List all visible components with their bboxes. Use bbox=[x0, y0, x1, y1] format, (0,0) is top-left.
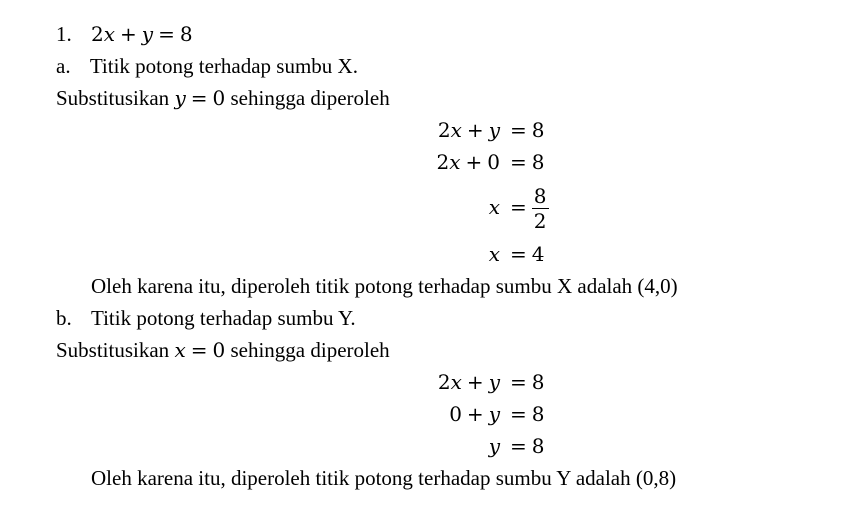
part-a-heading bbox=[56, 53, 358, 79]
part-b-heading bbox=[56, 305, 356, 331]
step-lhs: 2x + 0 bbox=[436, 150, 500, 174]
problem-equation: 2x + y = 8 bbox=[91, 22, 193, 46]
step-lhs: 2x + y bbox=[437, 118, 500, 142]
part-b-label: b. bbox=[56, 306, 72, 330]
step-lhs: 0 + y bbox=[449, 402, 500, 426]
part-b-substitution: Substitusikan x = 0 sehingga diperoleh bbox=[56, 338, 390, 362]
fraction: $\frac{8}{2}$ bbox=[533, 184, 547, 233]
step-lhs: y bbox=[488, 434, 500, 458]
part-a-title: Titik potong terhadap sumbu X. bbox=[89, 54, 358, 78]
step-lhs: x bbox=[488, 242, 500, 266]
step-lhs: x bbox=[488, 195, 500, 219]
part-a-conclusion: Oleh karena itu, diperoleh titik potong terhadap sumbu X adalah (4,0) bbox=[91, 274, 678, 298]
part-a-substitution: Substitusikan y = 0 sehingga diperoleh bbox=[56, 86, 390, 110]
part-b-title: Titik potong terhadap sumbu Y. bbox=[91, 306, 356, 330]
problem-number: 1. bbox=[56, 22, 72, 46]
problem-line bbox=[56, 21, 193, 47]
part-b-conclusion: Oleh karena itu, diperoleh titik potong terhadap sumbu Y adalah (0,8) bbox=[91, 466, 677, 490]
part-a-label: a. bbox=[56, 54, 71, 78]
step-lhs: 2x + y bbox=[437, 370, 500, 394]
